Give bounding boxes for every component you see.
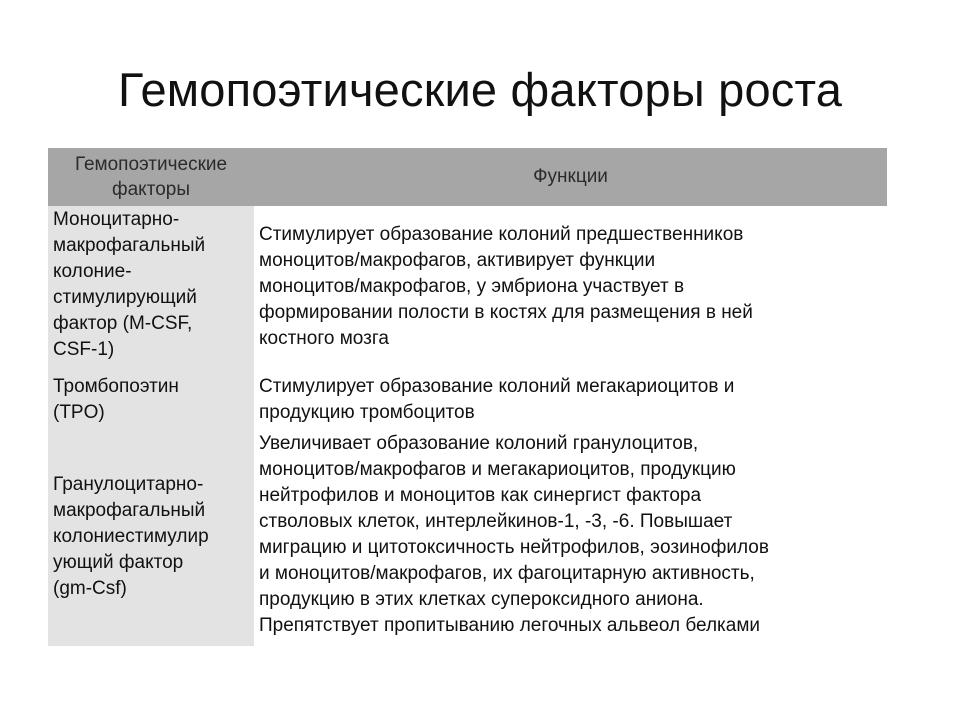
row-gmcsf-function: Увеличивает образование колоний гранулоцитов, моноцитов/макрофагов и мегакариоцитов, продукцию нейтрофилов и моноцитов как синергист фактора стволовых клеток, интерлейкинов-1, -3, -6. Повышает миграцию и цитотоксичность нейтрофилов, эозинофилов и моноцитов/макрофагов, их фагоцитарную активность, продукцию в этих клетках супероксидного аниона. Препятствует пропитыванию легочных альвеол белками	[259, 433, 769, 636]
header-factors: Гемопоэтические факторы	[48, 148, 254, 206]
row-tpo-factor: Тромбопоэтин (TPO)	[53, 376, 179, 423]
row-tpo-function: Стимулирует образование колоний мегакариоцитов и продукцию тромбоцитов	[259, 376, 735, 423]
growth-factors-table	[48, 148, 887, 646]
header-functions: Функции	[254, 148, 887, 206]
row-gmcsf-factor: Гранулоцитарно- макрофагальный колониестимулир ующий фактор (gm-Csf)	[53, 474, 209, 599]
slide-title: Гемопоэтические факторы роста	[117, 63, 843, 116]
row-mcsf-factor: Моноцитарно- макрофагальный колоние- стимулирующий фактор (M-CSF, CSF-1)	[53, 209, 206, 360]
row-mcsf-function: Стимулирует образование колоний предшественников моноцитов/макрофагов, активирует функции моноцитов/макрофагов, у эмбриона участвует в формировании полости в костях для размещения в ней костного мозга	[259, 224, 753, 349]
